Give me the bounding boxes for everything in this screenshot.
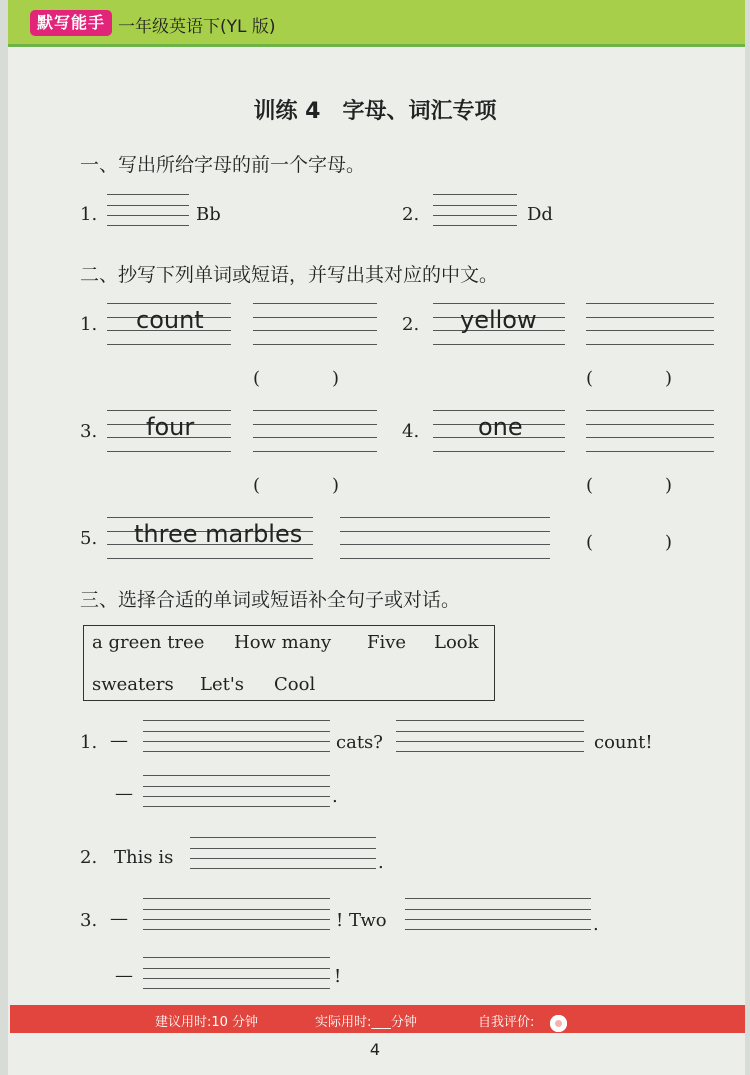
word-bank-box (83, 625, 495, 701)
s2-item5-copy-grid[interactable] (340, 517, 550, 559)
s3-q3-dash: — (110, 908, 128, 929)
s2-item3-copy-grid[interactable] (253, 410, 377, 452)
s1-item1-grid[interactable] (107, 194, 189, 226)
word-bank-option: sweaters (92, 674, 174, 695)
header-bar (8, 0, 745, 47)
suggested-time: 建议用时:10 分钟 (155, 1015, 259, 1030)
s2-item1-paren[interactable]: ( ) (253, 368, 340, 389)
s2-item5-num: 5. (80, 528, 98, 549)
s3-q1-num: 1. (80, 732, 98, 753)
s2-item4-copy-grid[interactable] (586, 410, 714, 452)
footer-bar (10, 1005, 745, 1033)
s3-q3-blank2[interactable] (405, 898, 591, 930)
s3-q2-end: . (378, 852, 384, 873)
s2-item3-word: four (146, 413, 195, 441)
s3-q1-blank3[interactable] (143, 775, 330, 807)
s3-q3-num: 3. (80, 910, 98, 931)
self-eval-label: 自我评价: (478, 1015, 535, 1030)
s3-q3-mid: ! Two (336, 910, 387, 931)
s3-q1-dash2: — (115, 783, 133, 804)
word-bank-option: Five (367, 632, 407, 653)
s3-q2-prefix: This is (114, 847, 174, 868)
s3-q1-dash: — (110, 730, 128, 751)
section1-heading: 一、写出所给字母的前一个字母。 (80, 154, 366, 176)
s3-q1-end: count! (594, 732, 653, 753)
s2-item1-copy-grid[interactable] (253, 303, 377, 345)
s2-item1-num: 1. (80, 314, 98, 335)
s3-q3-blank3[interactable] (143, 957, 330, 989)
s1-item2-grid[interactable] (433, 194, 517, 226)
s1-item1-num: 1. (80, 204, 98, 225)
s3-q3-end2: ! (334, 966, 342, 987)
s3-q2-num: 2. (80, 847, 98, 868)
s1-item2-num: 2. (402, 204, 420, 225)
word-bank-option: Cool (274, 674, 316, 695)
s2-item3-num: 3. (80, 421, 98, 442)
page-number: 4 (369, 1040, 381, 1059)
book-title: 一年级英语下(YL 版) (118, 17, 276, 37)
s2-item4-word: one (478, 413, 523, 441)
s2-item4-paren[interactable]: ( ) (586, 475, 673, 496)
s3-q1-blank1[interactable] (143, 720, 330, 752)
s3-q1-end2: . (332, 786, 338, 807)
s2-item2-word: yellow (460, 306, 537, 334)
section2-heading: 二、抄写下列单词或短语，并写出其对应的中文。 (80, 264, 499, 286)
s3-q2-blank[interactable] (190, 837, 376, 869)
word-bank-option: Look (434, 632, 479, 653)
s2-item3-paren[interactable]: ( ) (253, 475, 340, 496)
s2-item2-copy-grid[interactable] (586, 303, 714, 345)
word-bank-option: Let's (200, 674, 245, 695)
flower-icon[interactable] (550, 1015, 567, 1032)
s1-item1-letter: Bb (196, 204, 221, 225)
s3-q3-end: . (593, 914, 599, 935)
lesson-title: 训练 4 字母、词汇专项 (253, 99, 497, 124)
s2-item5-paren[interactable]: ( ) (586, 532, 673, 553)
s2-item1-word: count (136, 306, 204, 334)
word-bank-option: a green tree (92, 632, 205, 653)
actual-time: 实际用时:___分钟 (315, 1015, 417, 1030)
s2-item2-paren[interactable]: ( ) (586, 368, 673, 389)
s3-q3-blank1[interactable] (143, 898, 330, 930)
word-bank-option: How many (234, 632, 332, 653)
s3-q3-dash2: — (115, 965, 133, 986)
s3-q1-mid: cats? (336, 732, 383, 753)
s2-item2-num: 2. (402, 314, 420, 335)
brand-logo: 默写能手 (30, 10, 112, 36)
s3-q1-blank2[interactable] (396, 720, 584, 752)
section3-heading: 三、选择合适的单词或短语补全句子或对话。 (80, 589, 461, 611)
s2-item5-word: three marbles (134, 520, 303, 548)
s1-item2-letter: Dd (527, 204, 553, 225)
s2-item4-num: 4. (402, 421, 420, 442)
